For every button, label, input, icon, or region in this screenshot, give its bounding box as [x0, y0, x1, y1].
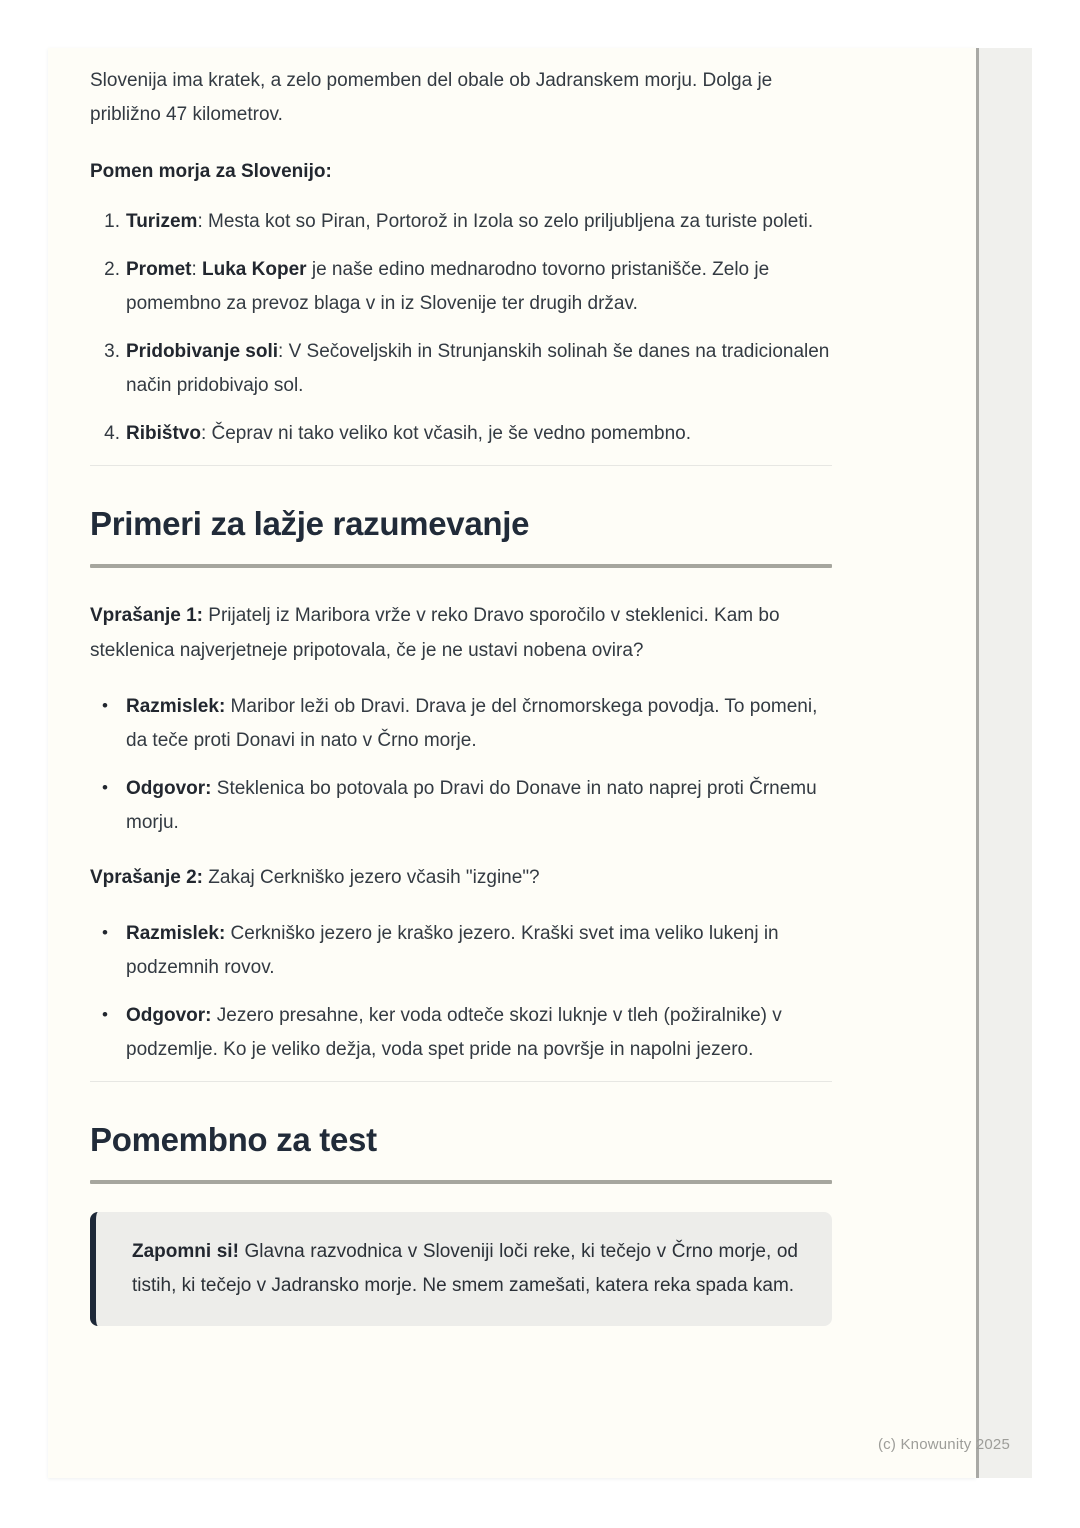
bullet-label: Odgovor: [126, 778, 212, 799]
sea-importance-list [90, 205, 832, 451]
copyright-watermark: (c) Knowunity 2025 [877, 1436, 1010, 1453]
section-title-underline [90, 564, 832, 568]
bullet-label: Razmislek: [126, 923, 226, 944]
list-heading: Pomen morja za Slovenijo: [90, 161, 332, 182]
section-title-underline [90, 1180, 832, 1184]
list-item-term: Ribištvo [126, 423, 201, 444]
bullet-text: Steklenica bo potovala po Dravi do Donave in nato naprej proti Črnemu morju. [126, 778, 817, 833]
bullet-label: Razmislek: [126, 696, 226, 717]
section-title-pomembno: Pomembno za test [90, 1121, 377, 1158]
page-content [90, 58, 832, 1326]
section-divider [90, 465, 832, 466]
list-item-text: : V Sečoveljskih in Strunjanskih solinah še danes na tradicionalen način pridobivajo sol. [126, 341, 830, 396]
section-title-primeri: Primeri za lažje razumevanje [90, 505, 530, 542]
question-text: Zakaj Cerkniško jezero včasih "izgine"? [203, 867, 540, 888]
question-label: Vprašanje 2: [90, 867, 203, 888]
scrollbar-track[interactable] [976, 48, 1032, 1478]
bullet-text: Jezero presahne, ker voda odteče skozi luknje v tleh (požiralnike) v podzemlje. Ko je veliko dežja, voda spet pride na površje in napolni jezero. [126, 1005, 782, 1060]
bullet-icon: • [102, 1005, 108, 1024]
list-item-term-secondary: Luka Koper [202, 259, 307, 280]
bullet-text: Cerkniško jezero je kraško jezero. Kraški svet ima veliko lukenj in podzemnih rovov. [126, 923, 779, 978]
list-item-text: : Mesta kot so Piran, Portorož in Izola so zelo priljubljena za turiste poleti. [197, 211, 814, 232]
question-1 [90, 598, 832, 668]
question-label: Vprašanje 1: [90, 605, 203, 626]
bullet-razmislek [102, 690, 832, 758]
bullet-razmislek [102, 917, 832, 985]
bullet-icon: • [102, 778, 108, 797]
bullet-icon: • [102, 923, 108, 942]
question-2-answers [90, 917, 832, 1067]
intro-paragraph: Slovenija ima kratek, a zelo pomemben del obale ob Jadranskem morju. Dolga je približno 47 kilometrov. [90, 70, 773, 125]
remember-callout [90, 1212, 832, 1326]
list-item-text: : [191, 259, 203, 280]
list-item-number: 4. [104, 423, 120, 444]
question-2 [90, 860, 832, 895]
bullet-label: Odgovor: [126, 1005, 212, 1026]
section-divider [90, 1081, 832, 1082]
list-item-number: 2. [104, 259, 120, 280]
list-item-text: je naše edino mednarodno tovorno pristanišče. Zelo je pomembno za prevoz blaga v in iz Slovenije ter drugih držav. [126, 259, 770, 314]
list-item-number: 3. [104, 341, 120, 362]
bullet-icon: • [102, 696, 108, 715]
question-text: Prijatelj iz Maribora vrže v reko Dravo sporočilo v steklenici. Kam bo steklenica najverjetneje pripotovala, če je ne ustavi nobena ovira? [90, 605, 780, 661]
bullet-odgovor [102, 999, 832, 1067]
bullet-odgovor [102, 772, 832, 840]
list-item-term: Pridobivanje soli [126, 341, 279, 362]
question-1-answers [90, 690, 832, 840]
list-item-text: : Čeprav ni tako veliko kot včasih, je še vedno pomembno. [200, 423, 691, 444]
list-item-turizem [104, 205, 832, 239]
list-item-ribistvo [104, 417, 832, 451]
bullet-text: Maribor leži ob Dravi. Drava je del črnomorskega povodja. To pomeni, da teče proti Donavi in nato v Črno morje. [126, 696, 818, 751]
document-page [48, 48, 976, 1478]
callout-text: Glavna razvodnica v Sloveniji loči reke, ki tečejo v Črno morje, od tistih, ki tečejo v Jadransko morje. Ne smem zamešati, katera reka spada kam. [132, 1241, 798, 1296]
list-item-promet [104, 253, 832, 321]
list-item-pridobivanje-soli [104, 335, 832, 403]
list-item-number: 1. [104, 211, 120, 232]
callout-label: Zapomni si! [132, 1241, 239, 1262]
list-item-term: Promet [126, 259, 192, 280]
list-item-term: Turizem [126, 211, 198, 232]
